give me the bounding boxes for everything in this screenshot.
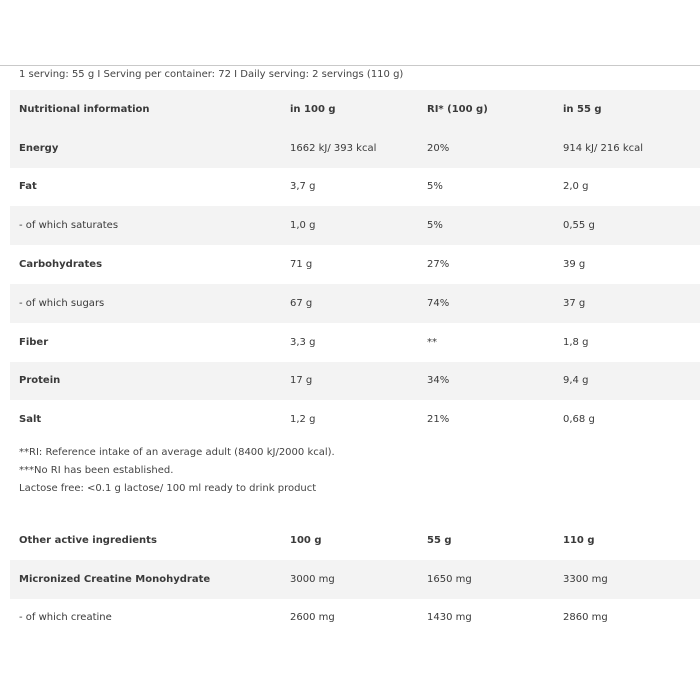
row-ri: 27%: [427, 259, 450, 271]
row-per100: 3,3 g: [290, 336, 316, 348]
row-v55: 1430 mg: [427, 612, 472, 624]
row-per55: 0,68 g: [563, 414, 595, 426]
row-v100: 3000 mg: [290, 573, 335, 585]
row-name: Fat: [19, 181, 37, 193]
header-nutritional-information: Nutritional information: [19, 103, 150, 115]
table-row: [10, 599, 700, 638]
table-row: [10, 168, 700, 207]
header-55g: 55 g: [427, 534, 452, 546]
row-per100: 67 g: [290, 297, 313, 309]
table-row: [10, 245, 700, 284]
active-ingredients-table: [10, 521, 700, 637]
row-name: Fiber: [19, 336, 49, 348]
table-row: [10, 206, 700, 245]
row-name: Energy: [19, 142, 59, 154]
row-per55: 9,4 g: [563, 375, 589, 387]
row-name: - of which saturates: [19, 220, 119, 232]
row-per100: 1662 kJ/ 393 kcal: [290, 142, 377, 154]
row-per100: 17 g: [290, 375, 313, 387]
row-per100: 1,0 g: [290, 220, 316, 232]
row-v55: 1650 mg: [427, 573, 472, 585]
footnote-no-ri: ***No RI has been established.: [19, 465, 174, 476]
row-ri: 5%: [427, 181, 443, 193]
nutrition-header-row: [10, 90, 700, 129]
footnote-ri: **RI: Reference intake of an average adult (8400 kJ/2000 kcal).: [19, 447, 335, 458]
serving-info: 1 serving: 55 g I Serving per container: 72 I Daily serving: 2 servings (110 g): [19, 69, 404, 80]
row-v110: 2860 mg: [563, 612, 608, 624]
row-name: Micronized Creatine Monohydrate: [19, 573, 211, 585]
row-ri: 20%: [427, 142, 450, 154]
row-ri: 21%: [427, 414, 450, 426]
row-v100: 2600 mg: [290, 612, 335, 624]
top-divider: [0, 65, 700, 66]
row-ri: 5%: [427, 220, 443, 232]
footnote-lactose: Lactose free: <0.1 g lactose/ 100 ml ready to drink product: [19, 483, 317, 494]
header-ri-100g: RI* (100 g): [427, 103, 488, 115]
header-110g: 110 g: [563, 534, 595, 546]
header-other-active-ingredients: Other active ingredients: [19, 534, 157, 546]
row-ri: **: [427, 336, 437, 348]
row-name: Carbohydrates: [19, 259, 103, 271]
row-name: - of which creatine: [19, 612, 112, 624]
row-per55: 1,8 g: [563, 336, 589, 348]
row-name: Protein: [19, 375, 61, 387]
row-name: - of which sugars: [19, 297, 105, 309]
header-100g: 100 g: [290, 534, 322, 546]
row-per100: 71 g: [290, 259, 313, 271]
row-per100: 3,7 g: [290, 181, 316, 193]
row-per55: 2,0 g: [563, 181, 589, 193]
active-header-row: [10, 521, 700, 560]
table-row: [10, 129, 700, 168]
row-ri: 74%: [427, 297, 450, 309]
footnotes: [19, 444, 335, 498]
row-per100: 1,2 g: [290, 414, 316, 426]
row-per55: 39 g: [563, 259, 586, 271]
row-per55: 0,55 g: [563, 220, 595, 232]
table-row: [10, 560, 700, 599]
table-row: [10, 323, 700, 362]
table-row: [10, 362, 700, 401]
header-in-100g: in 100 g: [290, 103, 336, 115]
header-in-55g: in 55 g: [563, 103, 602, 115]
table-row: [10, 400, 700, 439]
row-per55: 37 g: [563, 297, 586, 309]
row-ri: 34%: [427, 375, 450, 387]
row-name: Salt: [19, 414, 42, 426]
row-v110: 3300 mg: [563, 573, 608, 585]
nutrition-table: [10, 90, 700, 439]
table-row: [10, 284, 700, 323]
row-per55: 914 kJ/ 216 kcal: [563, 142, 644, 154]
